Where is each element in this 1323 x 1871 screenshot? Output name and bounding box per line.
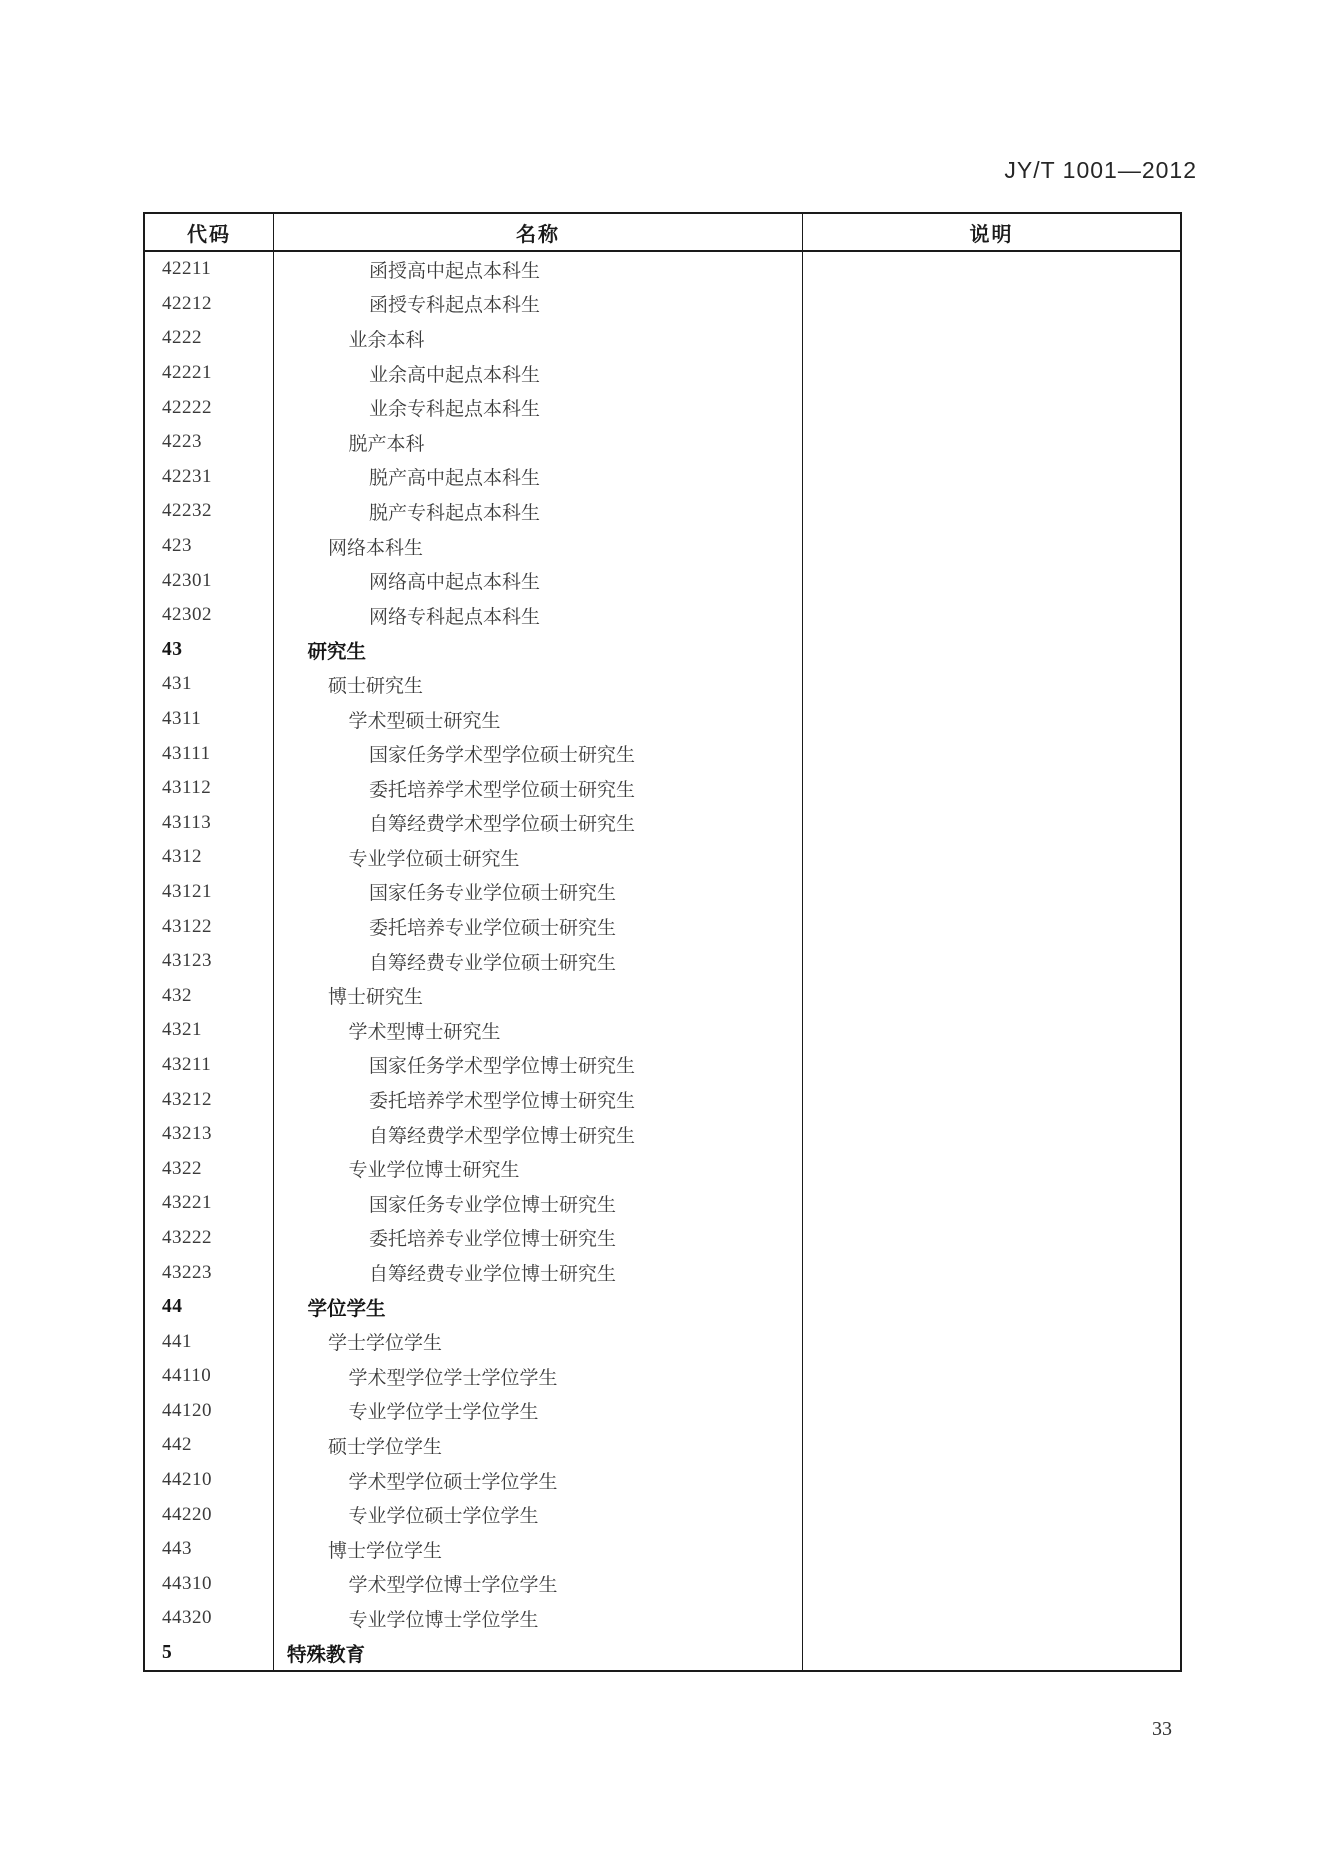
name-cell: 硕士研究生 bbox=[274, 667, 803, 702]
table-row bbox=[145, 1290, 1180, 1325]
name-cell: 函授高中起点本科生 bbox=[274, 252, 803, 287]
name-cell: 自筹经费学术型学位博士研究生 bbox=[274, 1117, 803, 1152]
description-cell bbox=[803, 1151, 1180, 1186]
name-cell: 学术型学位硕士学位学生 bbox=[274, 1463, 803, 1498]
description-cell bbox=[803, 633, 1180, 668]
description-cell bbox=[803, 321, 1180, 356]
code-cell: 443 bbox=[145, 1532, 274, 1567]
table-row bbox=[145, 1186, 1180, 1221]
table-row bbox=[145, 1567, 1180, 1602]
code-cell: 43112 bbox=[145, 771, 274, 806]
table-row bbox=[145, 1324, 1180, 1359]
description-cell bbox=[803, 1082, 1180, 1117]
code-cell: 442 bbox=[145, 1428, 274, 1463]
description-cell bbox=[803, 390, 1180, 425]
code-cell: 441 bbox=[145, 1324, 274, 1359]
code-cell: 423 bbox=[145, 529, 274, 564]
description-cell bbox=[803, 1255, 1180, 1290]
name-cell: 自筹经费专业学位硕士研究生 bbox=[274, 944, 803, 979]
table-row bbox=[145, 1221, 1180, 1256]
name-cell: 专业学位博士研究生 bbox=[274, 1151, 803, 1186]
table-row bbox=[145, 1463, 1180, 1498]
code-cell: 42231 bbox=[145, 460, 274, 495]
table-row bbox=[145, 1636, 1180, 1671]
name-cell: 博士研究生 bbox=[274, 978, 803, 1013]
code-cell: 43111 bbox=[145, 736, 274, 771]
code-cell: 44220 bbox=[145, 1497, 274, 1532]
table-row bbox=[145, 321, 1180, 356]
name-cell: 国家任务专业学位博士研究生 bbox=[274, 1186, 803, 1221]
description-cell bbox=[803, 1601, 1180, 1636]
table-row bbox=[145, 806, 1180, 841]
column-header-description: 说明 bbox=[969, 223, 1014, 246]
table-row bbox=[145, 702, 1180, 737]
code-table bbox=[143, 212, 1182, 1672]
code-cell: 44310 bbox=[145, 1567, 274, 1602]
description-cell bbox=[803, 1117, 1180, 1152]
name-cell: 国家任务学术型学位博士研究生 bbox=[274, 1048, 803, 1083]
description-cell bbox=[803, 702, 1180, 737]
table-row bbox=[145, 875, 1180, 910]
description-cell bbox=[803, 1636, 1180, 1671]
code-cell: 43222 bbox=[145, 1221, 274, 1256]
code-cell: 4322 bbox=[145, 1151, 274, 1186]
table-row bbox=[145, 425, 1180, 460]
description-cell bbox=[803, 1221, 1180, 1256]
table-row bbox=[145, 1359, 1180, 1394]
table-row bbox=[145, 944, 1180, 979]
code-cell: 4321 bbox=[145, 1013, 274, 1048]
table-row bbox=[145, 563, 1180, 598]
description-cell bbox=[803, 1567, 1180, 1602]
table-row bbox=[145, 1497, 1180, 1532]
description-cell bbox=[803, 944, 1180, 979]
table-row bbox=[145, 1013, 1180, 1048]
table-row bbox=[145, 1117, 1180, 1152]
table-row bbox=[145, 287, 1180, 322]
name-cell: 专业学位学士学位学生 bbox=[274, 1394, 803, 1429]
name-cell: 委托培养学术型学位博士研究生 bbox=[274, 1082, 803, 1117]
code-cell: 44 bbox=[145, 1290, 274, 1325]
name-cell: 网络专科起点本科生 bbox=[274, 598, 803, 633]
name-cell: 脱产高中起点本科生 bbox=[274, 460, 803, 495]
code-cell: 43113 bbox=[145, 806, 274, 841]
description-cell bbox=[803, 909, 1180, 944]
name-cell: 专业学位硕士研究生 bbox=[274, 840, 803, 875]
code-cell: 42212 bbox=[145, 287, 274, 322]
code-cell: 5 bbox=[145, 1636, 274, 1671]
description-cell bbox=[803, 1394, 1180, 1429]
code-cell: 4312 bbox=[145, 840, 274, 875]
description-cell bbox=[803, 806, 1180, 841]
name-cell: 网络高中起点本科生 bbox=[274, 563, 803, 598]
code-cell: 4223 bbox=[145, 425, 274, 460]
description-cell bbox=[803, 598, 1180, 633]
name-cell: 特殊教育 bbox=[274, 1636, 803, 1671]
name-cell: 学术型学位博士学位学生 bbox=[274, 1567, 803, 1602]
code-cell: 4222 bbox=[145, 321, 274, 356]
description-cell bbox=[803, 1428, 1180, 1463]
table-row bbox=[145, 1532, 1180, 1567]
description-cell bbox=[803, 736, 1180, 771]
name-cell: 委托培养专业学位硕士研究生 bbox=[274, 909, 803, 944]
description-cell bbox=[803, 425, 1180, 460]
column-header-name: 名称 bbox=[274, 214, 803, 250]
code-cell: 43123 bbox=[145, 944, 274, 979]
description-cell bbox=[803, 356, 1180, 391]
name-cell: 专业学位博士学位学生 bbox=[274, 1601, 803, 1636]
table-row bbox=[145, 494, 1180, 529]
table-row bbox=[145, 1601, 1180, 1636]
name-cell: 学士学位学生 bbox=[274, 1324, 803, 1359]
code-cell: 44120 bbox=[145, 1394, 274, 1429]
name-cell: 学术型硕士研究生 bbox=[274, 702, 803, 737]
name-cell: 业余专科起点本科生 bbox=[274, 390, 803, 425]
code-cell: 43122 bbox=[145, 909, 274, 944]
code-cell: 42232 bbox=[145, 494, 274, 529]
code-cell: 42301 bbox=[145, 563, 274, 598]
description-cell bbox=[803, 1359, 1180, 1394]
description-cell bbox=[803, 252, 1180, 287]
name-cell: 学术型学位学士学位学生 bbox=[274, 1359, 803, 1394]
description-cell bbox=[803, 460, 1180, 495]
code-cell: 42221 bbox=[145, 356, 274, 391]
name-cell: 硕士学位学生 bbox=[274, 1428, 803, 1463]
table-row bbox=[145, 460, 1180, 495]
code-cell: 44320 bbox=[145, 1601, 274, 1636]
table-row bbox=[145, 1394, 1180, 1429]
description-cell bbox=[803, 1290, 1180, 1325]
name-cell: 委托培养学术型学位硕士研究生 bbox=[274, 771, 803, 806]
column-header-code: 代码 bbox=[145, 214, 274, 250]
name-cell: 研究生 bbox=[274, 633, 803, 668]
code-cell: 43211 bbox=[145, 1048, 274, 1083]
code-cell: 42222 bbox=[145, 390, 274, 425]
page-number: 33 bbox=[1152, 1718, 1172, 1740]
table-row bbox=[145, 633, 1180, 668]
name-cell: 业余高中起点本科生 bbox=[274, 356, 803, 391]
table-row bbox=[145, 1048, 1180, 1083]
description-cell bbox=[803, 1324, 1180, 1359]
table-row bbox=[145, 840, 1180, 875]
table-body bbox=[145, 252, 1180, 1670]
description-cell bbox=[803, 1013, 1180, 1048]
description-cell bbox=[803, 1497, 1180, 1532]
table-row bbox=[145, 1082, 1180, 1117]
name-cell: 学位学生 bbox=[274, 1290, 803, 1325]
table-row bbox=[145, 1151, 1180, 1186]
table-row bbox=[145, 1428, 1180, 1463]
name-cell: 学术型博士研究生 bbox=[274, 1013, 803, 1048]
code-cell: 43121 bbox=[145, 875, 274, 910]
name-cell: 函授专科起点本科生 bbox=[274, 287, 803, 322]
description-cell bbox=[803, 1463, 1180, 1498]
table-row bbox=[145, 1255, 1180, 1290]
description-cell bbox=[803, 1048, 1180, 1083]
table-row bbox=[145, 978, 1180, 1013]
description-cell bbox=[803, 287, 1180, 322]
table-row bbox=[145, 736, 1180, 771]
code-cell: 43223 bbox=[145, 1255, 274, 1290]
code-cell: 42211 bbox=[145, 252, 274, 287]
code-cell: 432 bbox=[145, 978, 274, 1013]
table-row bbox=[145, 667, 1180, 702]
table-row bbox=[145, 529, 1180, 564]
code-cell: 43212 bbox=[145, 1082, 274, 1117]
table-row bbox=[145, 252, 1180, 287]
name-cell: 博士学位学生 bbox=[274, 1532, 803, 1567]
table-row bbox=[145, 909, 1180, 944]
standard-code-header: JY/T 1001—2012 bbox=[1004, 157, 1197, 183]
description-cell bbox=[803, 667, 1180, 702]
name-cell: 委托培养专业学位博士研究生 bbox=[274, 1221, 803, 1256]
table-row bbox=[145, 390, 1180, 425]
name-cell: 专业学位硕士学位学生 bbox=[274, 1497, 803, 1532]
code-cell: 43221 bbox=[145, 1186, 274, 1221]
name-cell: 国家任务专业学位硕士研究生 bbox=[274, 875, 803, 910]
table-header-row bbox=[145, 214, 1180, 252]
code-cell: 43213 bbox=[145, 1117, 274, 1152]
description-cell bbox=[803, 494, 1180, 529]
description-cell bbox=[803, 529, 1180, 564]
name-cell: 网络本科生 bbox=[274, 529, 803, 564]
code-cell: 43 bbox=[145, 633, 274, 668]
description-cell bbox=[803, 1186, 1180, 1221]
description-cell bbox=[803, 563, 1180, 598]
table-row bbox=[145, 356, 1180, 391]
name-cell: 脱产专科起点本科生 bbox=[274, 494, 803, 529]
code-cell: 42302 bbox=[145, 598, 274, 633]
description-cell bbox=[803, 840, 1180, 875]
name-cell: 脱产本科 bbox=[274, 425, 803, 460]
description-cell bbox=[803, 771, 1180, 806]
name-cell: 业余本科 bbox=[274, 321, 803, 356]
description-cell bbox=[803, 875, 1180, 910]
name-cell: 自筹经费学术型学位硕士研究生 bbox=[274, 806, 803, 841]
code-cell: 44110 bbox=[145, 1359, 274, 1394]
code-cell: 431 bbox=[145, 667, 274, 702]
description-cell bbox=[803, 1532, 1180, 1567]
description-cell bbox=[803, 978, 1180, 1013]
code-cell: 44210 bbox=[145, 1463, 274, 1498]
table-row bbox=[145, 598, 1180, 633]
name-cell: 国家任务学术型学位硕士研究生 bbox=[274, 736, 803, 771]
code-cell: 4311 bbox=[145, 702, 274, 737]
name-cell: 自筹经费专业学位博士研究生 bbox=[274, 1255, 803, 1290]
table-row bbox=[145, 771, 1180, 806]
